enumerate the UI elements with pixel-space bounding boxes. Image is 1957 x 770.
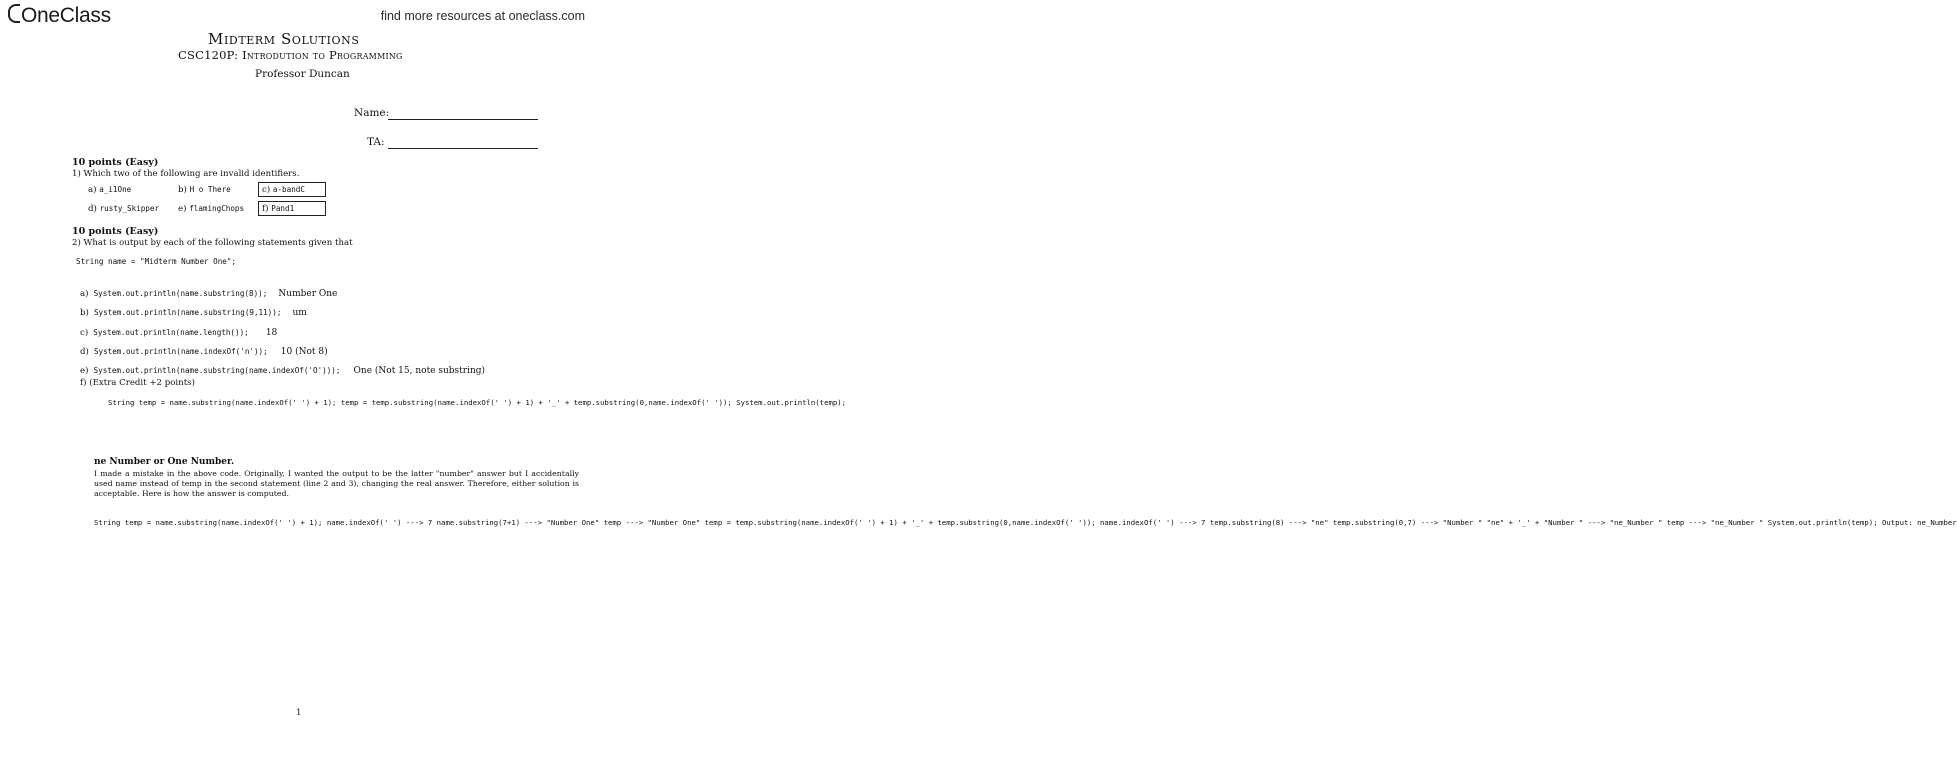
q2-answer-d: 10 (Not 8) xyxy=(280,347,328,357)
ta-blank-line xyxy=(388,148,538,149)
oneclass-logo[interactable] xyxy=(8,4,111,28)
q2-points: 10 points (Easy) xyxy=(72,226,159,237)
q2-part-c: c) System.out.println(name.length()); 18 xyxy=(80,328,278,338)
q1-option-c: c) a-bandC xyxy=(262,185,305,195)
q1-option-a: a) a_i1One xyxy=(88,185,132,195)
site-header-bar xyxy=(0,0,595,30)
name-blank-line xyxy=(388,119,538,120)
logo-text: OneClass xyxy=(21,4,111,27)
course-title: CSC120P: Introdution to Programming xyxy=(178,48,403,62)
q2-extra-credit-code: String temp = name.substring(name.indexOf(' ') + 1); temp = temp.substring(name.indexOf(' ') + 1) + '_' + temp.substring(0,name.indexOf(' ')); System.out.println(temp); xyxy=(108,398,847,407)
q2-answer-e: One (Not 15, note substring) xyxy=(353,366,486,376)
document-title: Midterm Solutions xyxy=(208,30,360,48)
q1-question: 1) Which two of the following are invalid identifiers. xyxy=(72,169,300,179)
q2-answer-b: um xyxy=(292,308,307,318)
q2-part-b: b) System.out.println(name.substring(9,11)); um xyxy=(80,308,307,318)
q2-solution-answer: ne Number or One Number. xyxy=(94,457,235,467)
ta-label: TA: xyxy=(367,136,385,148)
q1-option-f: f) Pand1 xyxy=(262,204,295,214)
q2-trace-code: String temp = name.substring(name.indexOf(' ') + 1); name.indexOf(' ') ---> 7 name.substring(7+1) ---> "Number One" temp ---> "Number One" temp = temp.substring(name.indexOf(' ') + 1) + '_' + temp.substring(0,name.indexOf(' ')); name.indexOf(' ') ---> 7 temp.substring(8) ---> "ne" temp.substring(0,7) ---> "Number " "ne" + '_' + "Number " ---> "ne_Number " temp ---> "ne_Number " System.out.println(temp); Output: ne_Number xyxy=(94,518,1957,527)
q2-declaration: String name = "Midterm Number One"; xyxy=(76,257,237,266)
oneclass-logo-icon xyxy=(8,4,20,23)
q2-part-a: a) System.out.println(name.substring(8)); Number One xyxy=(80,289,338,299)
q1-points: 10 points (Easy) xyxy=(72,157,159,168)
q2-extra-credit-label: f) (Extra Credit +2 points) xyxy=(80,378,195,388)
q2-question: 2) What is output by each of the following statements given that xyxy=(72,238,353,248)
q2-answer-a: Number One xyxy=(278,289,338,299)
q2-part-e: e) System.out.println(name.substring(name.indexOf('O'))); One (Not 15, note substring) xyxy=(80,366,486,376)
q2-answer-c: 18 xyxy=(265,328,278,338)
q2-solution-explanation: I made a mistake in the above code. Originally, I wanted the output to be the latter "number" answer but I accidentally used name instead of temp in the second statement (line 2 and 3), changing the real answer. Therefore, either solution is acceptable. Here is how the answer is computed. xyxy=(94,469,579,498)
q1-option-b: b) H o There xyxy=(178,185,231,195)
q1-option-d: d) rusty_Skipper xyxy=(88,204,160,214)
page-number: 1 xyxy=(296,708,302,718)
professor-name: Professor Duncan xyxy=(255,68,350,80)
promo-link[interactable]: find more resources at oneclass.com xyxy=(380,9,585,23)
q1-option-e: e) flamingChops xyxy=(178,204,245,214)
name-label: Name: xyxy=(354,107,390,119)
q2-part-d: d) System.out.println(name.indexOf('n')); 10 (Not 8) xyxy=(80,347,328,357)
